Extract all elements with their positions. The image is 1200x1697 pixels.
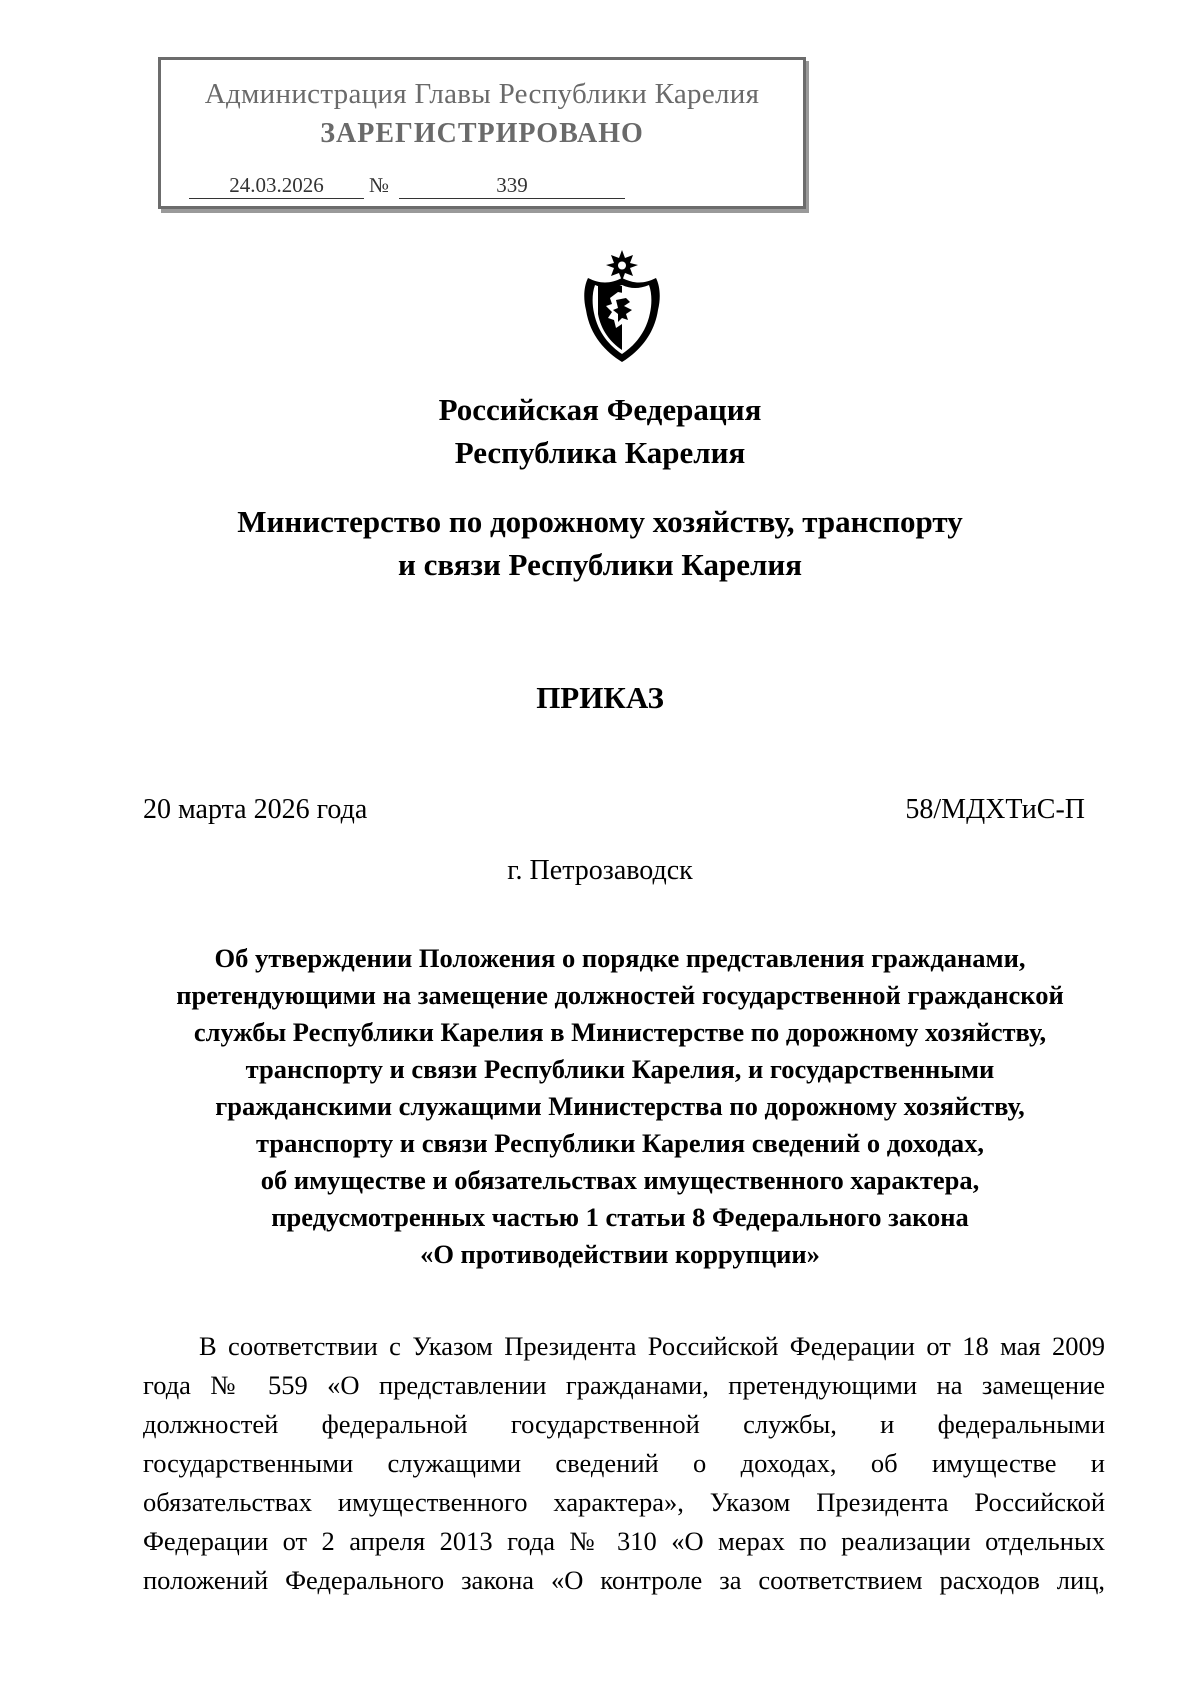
stamp-number: 339	[399, 172, 625, 199]
title-line: транспорту и связи Республики Карелия, и государственными	[245, 1054, 995, 1084]
document-city: г. Петрозаводск	[507, 855, 693, 886]
title-line: Об утверждении Положения о порядке представления гражданами,	[214, 943, 1026, 973]
registration-stamp	[158, 57, 806, 209]
header-ministry-line2: и связи Республики Карелия	[398, 547, 802, 582]
title-line: гражданскими служащими Министерства по дорожному хозяйству,	[215, 1091, 1025, 1121]
header-republic: Республика Карелия	[454, 435, 746, 470]
document-title	[130, 940, 1110, 1273]
stamp-number-sign: №	[369, 173, 390, 197]
body-line: государственными служащими сведений о доходах, об имуществе и	[143, 1448, 1105, 1478]
header-country: Российская Федерация	[438, 392, 762, 427]
stamp-date: 24.03.2026	[189, 172, 364, 199]
title-line: предусмотренных частью 1 статьи 8 Федерального закона	[271, 1202, 969, 1232]
stamp-status: ЗАРЕГИСТРИРОВАНО	[320, 118, 644, 149]
header-ministry-line1: Министерство по дорожному хозяйству, транспорту	[237, 504, 963, 539]
body-line: года № 559 «О представлении гражданами, претендующими на замещение	[143, 1370, 1105, 1400]
title-line: службы Республики Карелия в Министерстве по дорожному хозяйству,	[193, 1017, 1047, 1047]
title-line: об имуществе и обязательствах имущественного характера,	[260, 1165, 980, 1195]
document-type: ПРИКАЗ	[536, 680, 664, 715]
title-line: транспорту и связи Республики Карелия сведений о доходах,	[256, 1128, 984, 1158]
title-line: претендующими на замещение должностей государственной гражданской	[176, 980, 1064, 1010]
document-number: 58/МДХТиС-П	[905, 794, 1085, 825]
body-line: Федерации от 2 апреля 2013 года № 310 «О мерах по реализации отдельных	[143, 1526, 1105, 1556]
body-line: положений Федерального закона «О контроле за соответствием расходов лиц,	[143, 1565, 1105, 1595]
stamp-organization: Администрация Главы Республики Карелия	[204, 78, 760, 110]
body-line: должностей федеральной государственной службы, и федеральными	[143, 1409, 1105, 1439]
document-date: 20 марта 2026 года	[143, 794, 368, 825]
body-paragraph	[143, 1327, 1105, 1600]
coat-of-arms-icon	[578, 248, 666, 366]
title-line: «О противодействии коррупции»	[420, 1239, 820, 1269]
body-line: В соответствии с Указом Президента Российской Федерации от 18 мая 2009	[199, 1331, 1105, 1361]
body-line: обязательствах имущественного характера», Указом Президента Российской	[143, 1487, 1105, 1517]
stamp-registration-line	[189, 172, 769, 198]
